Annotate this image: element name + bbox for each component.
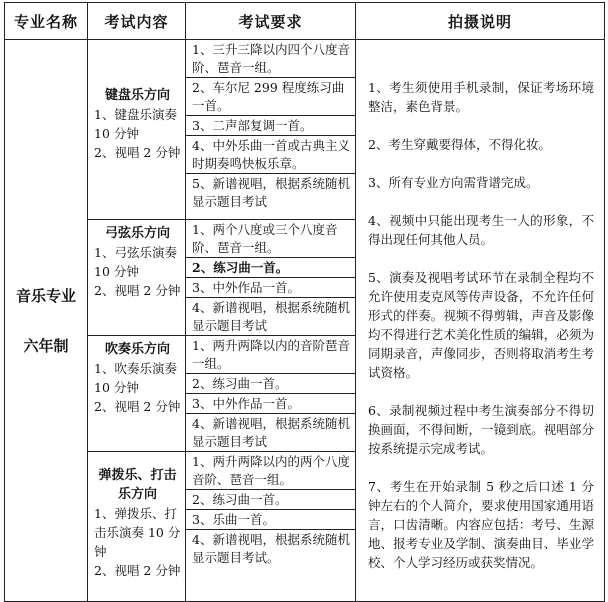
requirement-item: 4、新谱视唱，根据系统随机显示题目考试 [192,300,350,333]
requirement-item: 4、新谱视唱，根据系统随机显示题目考试。 [192,532,350,565]
requirements-cell [186,452,356,602]
requirements-cell [186,336,356,452]
requirement-item: 3、中外作品一首。 [186,278,355,298]
major-duration: 六年制 [23,336,69,355]
direction-title: 弓弦乐方向 [104,226,170,241]
exam-content-cell [88,40,186,220]
requirement-item: 5、新谱视唱，根据系统随机显示题目考试 [192,176,350,209]
requirement-item: 3、二声部复调一首。 [186,116,355,136]
direction-item: 1、弹拨乐、打击乐演奏 10 分钟 [94,506,181,559]
exam-content-cell [88,452,186,602]
requirement-item: 2、练习曲一首。 [186,490,355,510]
direction-item: 2、视唱 2 分钟 [94,563,181,578]
header-filming-notes: 拍摄说明 [356,3,605,40]
filming-notes-cell [356,40,605,602]
requirement-item: 3、中外作品一首。 [186,394,355,414]
requirement-item: 4、新谱视唱，根据系统随机显示题目考试 [192,416,350,449]
requirement-item: 2、练习曲一首。 [186,374,355,394]
major-name: 音乐专业 [15,286,76,305]
requirement-item: 3、乐曲一首。 [186,510,355,530]
direction-item: 1、吹奏乐演奏 10 分钟 [94,361,177,395]
note-item: 5、演奏及视唱考试环节在录制全程均不允许使用麦克风等传声设备，不允许任何形式的伴奏。视频不得剪辑，声音及影像均不得进行艺术美化性质的编辑，必须为同期录音，声像同步，否则将取消考生考试资格。 [368,270,594,380]
direction-item: 1、键盘乐演奏 10 分钟 [94,107,177,141]
requirement-item: 4、中外乐曲一首或古典主义时期奏鸣快板乐章。 [186,136,355,174]
note-item: 3、所有专业方向需背谱完成。 [368,175,539,190]
direction-title: 弹拨乐、打击乐方向 [98,468,177,502]
major-cell [5,40,88,602]
requirement-item: 1、两个八度或三个八度音阶、琶音一组。 [186,220,355,258]
requirement-item: 1、两升两降以内的两个八度音阶、琶音一组。 [186,452,355,490]
exam-requirements-table [4,2,605,602]
exam-content-cell [88,336,186,452]
section-row [5,40,605,220]
direction-title: 吹奏乐方向 [104,342,170,357]
requirement-item: 2、车尔尼 299 程度练习曲一首。 [186,78,355,116]
note-item: 1、考生须使用手机录制，保证考场环境整洁，素色背景。 [368,80,594,114]
direction-item: 2、视唱 2 分钟 [94,283,181,298]
header-row [5,3,605,40]
direction-item: 2、视唱 2 分钟 [94,145,181,160]
requirement-item: 1、三升三降以内四个八度音阶、琶音一组。 [186,40,355,78]
direction-item: 2、视唱 2 分钟 [94,399,181,414]
requirements-cell [186,220,356,336]
direction-item: 1、弓弦乐演奏 10 分钟 [94,245,177,279]
note-item: 2、考生穿戴要得体，不得化妆。 [368,137,551,152]
requirement-item: 2、练习曲一首。 [186,258,355,278]
requirement-item: 1、两升两降以内的音阶琶音一组。 [186,336,355,374]
note-item: 4、视频中只能出现考生一人的形象，不得出现任何其他人员。 [368,213,594,247]
direction-title: 键盘乐方向 [104,88,170,103]
requirements-cell [186,40,356,220]
exam-content-cell [88,220,186,336]
note-item: 7、考生在开始录制 5 秒之后口述 1 分钟左右的个人简介，要求使用国家通用语言，口齿清晰。内容应包括：考号、生源地、报考专业及学制、演奏曲目、毕业学校、个人学习经历或获奖情况。 [368,479,594,570]
header-requirements: 考试要求 [186,3,356,40]
note-item: 6、录制视频过程中考生演奏部分不得切换画面，不得间断，一镜到底。视唱部分按系统提示完成考试。 [368,403,594,456]
header-content: 考试内容 [88,3,186,40]
header-major: 专业名称 [5,3,88,40]
